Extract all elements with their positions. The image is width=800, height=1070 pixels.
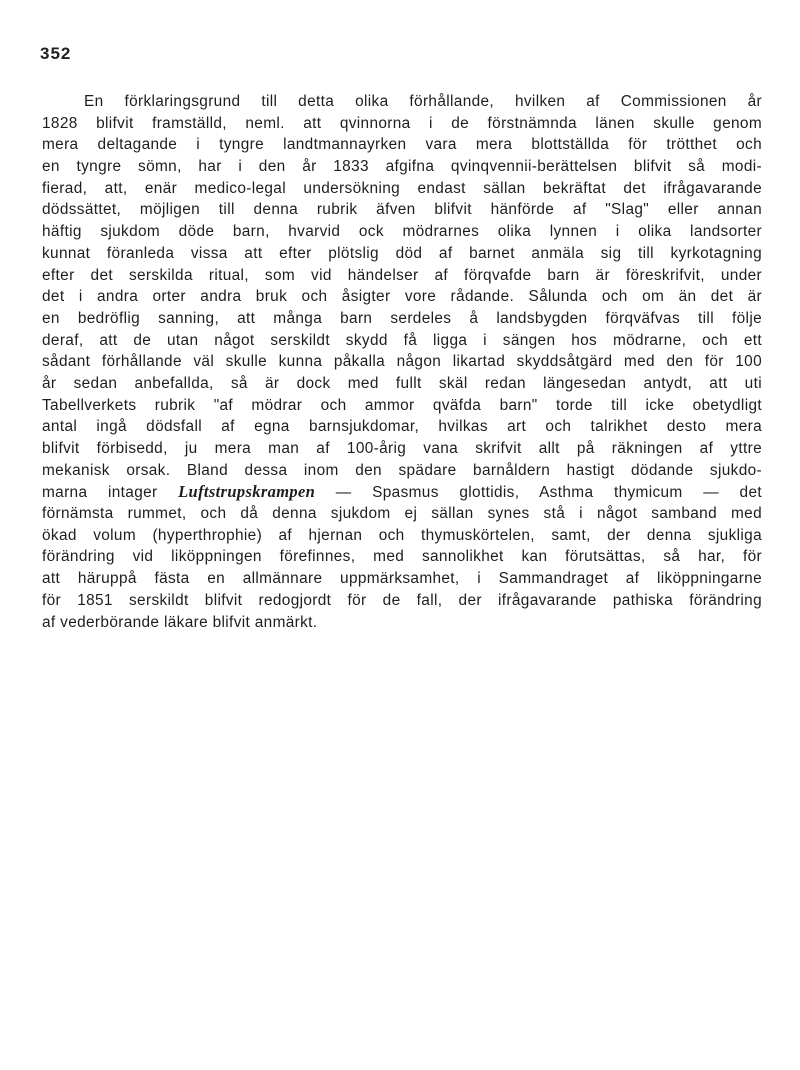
text-line: förnämsta rummet, och då denna sjukdom ej sällan synes stå i något samband med [42,505,762,523]
text-line: sådant förhållande väl skulle kunna påkalla någon likartad skyddsåtgärd med den för 100 [42,353,762,371]
text-line: det i andra orter andra bruk och åsigter vore rådande. Sålunda och om än det är [42,288,762,306]
text-line: mekanisk orsak. Bland dessa inom den spädare barnåldern hastigt dödande sjukdo- [42,461,762,479]
text-line-with-term [42,481,762,503]
text-segment: — Spasmus glottidis, Asthma thymicum — det [315,484,762,502]
text-line: fierad, att, enär medico-legal undersökning endast sällan bekräftat det ifrågavarande [42,179,762,197]
body-paragraph [42,91,762,633]
disease-term: Luftstrupskrampen [178,482,316,502]
text-line: år sedan anbefallda, så är dock med fullt skäl redan längesedan antydt, att uti [42,374,762,392]
text-line: förändring vid liköppningen förefinnes, med sannolikhet kan förutsättas, så har, för [42,548,762,566]
text-line: efter det serskilda ritual, som vid händelser af förqvafde barn är föreskrifvit, under [42,266,762,284]
text-line: en bedröflig sanning, att många barn serdeles å landsbygden förqväfvas till följe [42,309,762,327]
text-line: ökad volum (hyperthrophie) af hjernan och thymuskörtelen, samt, der denna sjukliga [42,526,762,544]
text-line: blifvit förbisedd, ju mera man af 100-årig vana skrifvit allt på räkningen af yttre [42,440,762,457]
text-line: att häruppå fästa en allmännare uppmärksamhet, i Sammandraget af liköppningarne [42,570,762,588]
text-line: deraf, att de utan något serskildt skydd få ligga i sängen hos mödrarne, och ett [42,331,762,349]
text-line: dödssättet, möjligen till denna rubrik äfven blifvit hänförde af "Slag" eller annan [42,201,762,219]
text-line: häftig sjukdom döde barn, hvarvid ock mödrarnes olika lynnen i olika landsorter [42,223,762,241]
text-line: kunnat föranleda vissa att efter plötslig död af barnet anmäla sig till kyrkotagning [42,244,762,262]
text-line: mera deltagande i tyngre landtmannayrken vara mera blottställda för trötthet och [42,136,762,154]
page-number: 352 [40,44,72,63]
text-line: Tabellverkets rubrik "af mödrar och ammor qväfda barn" torde till icke obetydligt [42,396,762,414]
text-line: antal ingå dödsfall af egna barnsjukdomar, hvilkas art och talrikhet desto mera [42,418,762,436]
text-line-last: af vederbörande läkare blifvit anmärkt. [42,613,318,631]
text-line: 1828 blifvit framställd, neml. att qvinnorna i de förstnämnda länen skulle genom [42,114,762,132]
text-line: en tyngre sömn, har i den år 1833 afgifna qvinqvennii-berättelsen blifvit så modi- [42,158,762,176]
text-segment: marna intager [42,484,179,502]
text-line: En förklaringsgrund till detta olika förhållande, hvilken af Commissionen år [84,93,762,110]
text-line: för 1851 serskildt blifvit redogjordt för de fall, der ifrågavarande pathiska förändring [42,591,762,609]
